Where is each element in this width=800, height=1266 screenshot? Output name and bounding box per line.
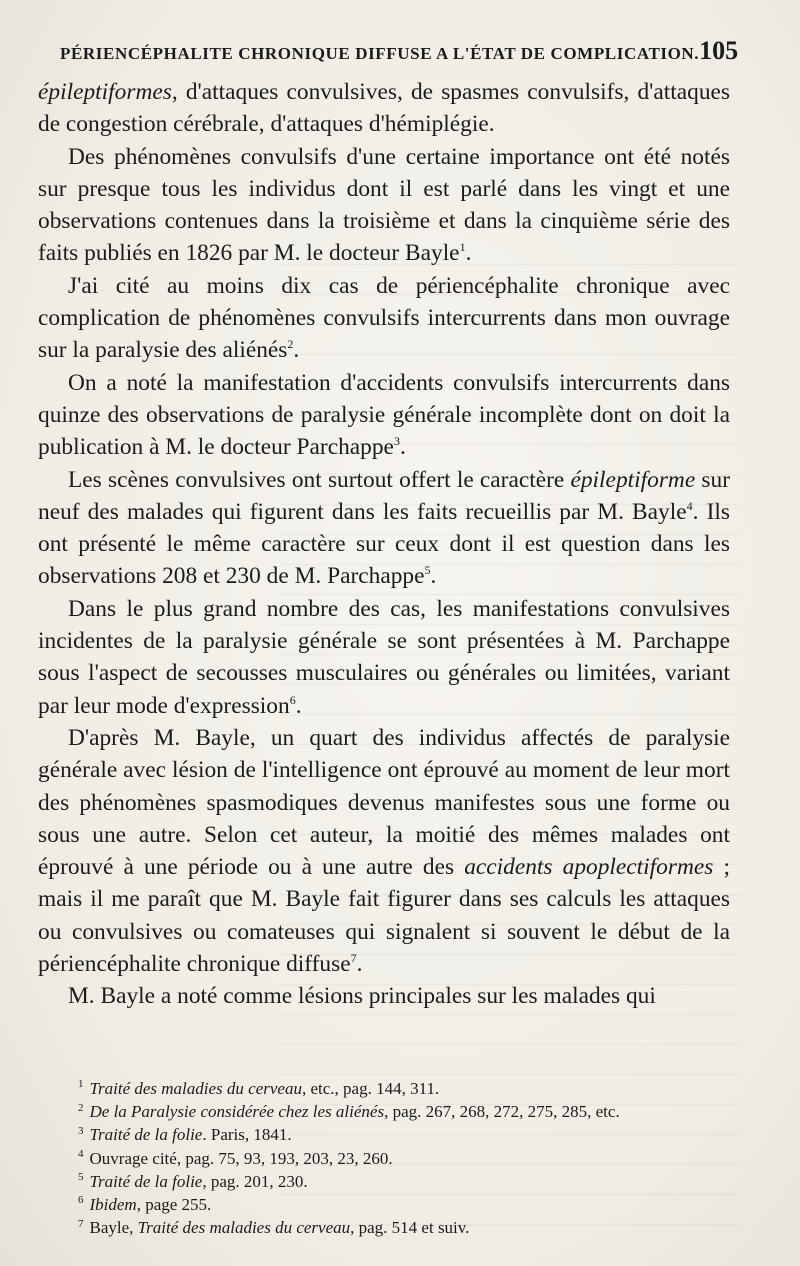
text-run: Des phénomènes convulsifs d'une certaine importance ont été notés sur presque tous les individus dont il est parlé dans les vingt et une observations contenues dans la troisième et dans la cinquième série des faits publiés en 1826 par M. le docteur Bayle xyxy=(38,143,730,267)
footnote-number: 1 xyxy=(78,1078,84,1091)
footnote-number: 4 xyxy=(78,1147,84,1160)
footnote-text: . Paris, 1841. xyxy=(202,1125,292,1145)
text-run: On a noté la manifestation d'accidents convulsifs intercurrents dans quinze des observations de paralysie générale incomplète dont on doit la publication à M. le docteur Parchappe xyxy=(38,369,730,461)
footnote xyxy=(78,1100,738,1123)
footnote xyxy=(78,1123,738,1146)
footnote-text: , pag. 514 et suiv. xyxy=(350,1218,470,1238)
text-run: J'ai cité au moins dix cas de périencéphalite chronique avec complication de phénomènes convulsifs intercurrents dans mon ouvrage sur la paralysie des aliénés xyxy=(38,272,730,364)
paragraph xyxy=(38,141,730,270)
text-run: D'après M. Bayle, un quart des individus affectés de paralysie générale avec lésion de l'intelligence ont éprouvé au moment de leur mort des phénomènes spasmodiques devenus manifestes sous une forme ou sous une autre. Selon cet auteur, la moitié des mêmes malades ont éprouvé à une période ou à une autre des xyxy=(38,724,730,881)
footnote-ref: 3 xyxy=(393,434,400,449)
italic-text: épileptiformes xyxy=(38,79,172,105)
text-run: . Ils ont présenté le même caractère sur ceux dont il est question dans les observations 208 et 230 de M. Parchappe xyxy=(38,498,730,590)
paragraph xyxy=(38,76,730,141)
paragraph xyxy=(38,270,730,367)
footnote-ref: 1 xyxy=(459,240,466,255)
footnote xyxy=(78,1077,738,1100)
footnote-ref: 5 xyxy=(424,563,431,578)
footnote-number: 5 xyxy=(78,1171,84,1184)
text-run: . xyxy=(399,434,406,461)
footnote-title: Traité de la folie xyxy=(89,1125,203,1145)
paragraph xyxy=(38,464,730,593)
footnote-title: Ibidem xyxy=(89,1195,137,1215)
paragraph xyxy=(38,593,730,722)
footnote xyxy=(78,1170,738,1193)
footnote-ref: 4 xyxy=(686,499,693,514)
text-run: Les scènes convulsives ont surtout offert le caractère xyxy=(68,466,571,493)
text-run: , d'attaques convulsives, de spasmes convulsifs, d'attaques de congestion cérébrale, d'attaques d'hémiplégie. xyxy=(38,79,730,138)
text-run: . xyxy=(293,337,300,364)
text-run: ; mais il me paraît que M. Bayle fait figurer dans ses calculs les attaques ou convulsives ou comateuses qui signalent si souvent le début de la périencéphalite chronique diffuse xyxy=(38,854,730,978)
footnote-ref: 2 xyxy=(287,337,294,352)
text-run: . xyxy=(430,563,437,590)
footnote-number: 7 xyxy=(78,1217,84,1230)
footnote-ref: 7 xyxy=(350,951,357,966)
footnote-title: Traité de la folie xyxy=(89,1171,203,1191)
italic-text: accidents apoplectiformes xyxy=(464,854,714,881)
footnote-title: Traité des maladies du cerveau xyxy=(137,1218,351,1238)
paragraph xyxy=(38,722,730,980)
footnote xyxy=(78,1193,738,1216)
footnote-number: 3 xyxy=(78,1124,84,1137)
footnote xyxy=(78,1147,738,1170)
text-run: . xyxy=(465,240,472,267)
footnote-text: , pag. 201, 230. xyxy=(202,1171,308,1191)
footnotes xyxy=(78,1077,738,1239)
footnote-ref: 6 xyxy=(289,692,296,707)
text-run: . xyxy=(356,951,363,978)
footnote-text: , page 255. xyxy=(136,1195,212,1215)
text-run: sur neuf des malades qui figurent dans les faits recueillis par M. Bayle xyxy=(38,466,731,525)
page-header xyxy=(60,30,739,65)
text-run: . xyxy=(295,692,302,719)
paragraph xyxy=(38,980,730,1012)
footnote-number: 2 xyxy=(78,1101,84,1114)
paragraph xyxy=(38,367,730,464)
footnote-text: Bayle, xyxy=(89,1218,138,1238)
running-title: PÉRIENCÉPHALITE CHRONIQUE DIFFUSE A L'ÉTAT DE COMPLICATION. xyxy=(60,44,700,63)
footnote-number: 6 xyxy=(78,1194,84,1207)
footnote-title: De la Paralysie considérée chez les aliénés xyxy=(89,1102,385,1122)
footnote-text: , pag. 267, 268, 272, 275, 285, etc. xyxy=(384,1102,620,1122)
footnote xyxy=(78,1216,738,1239)
footnote-title: Traité des maladies du cerveau xyxy=(89,1079,302,1098)
italic-text: épileptiforme xyxy=(570,466,696,493)
text-run: Dans le plus grand nombre des cas, les manifestations convulsives incidentes de la paralysie générale se sont présentées à M. Parchappe sous l'aspect de secousses musculaires ou générales ou limitées, variant par leur mode d'expression xyxy=(38,595,730,719)
footnote-text: Ouvrage cité, pag. 75, 93, 193, 203, 23, 260. xyxy=(89,1148,393,1168)
body-text xyxy=(38,76,730,1013)
footnote-text: , etc., pag. 144, 311. xyxy=(301,1079,440,1098)
text-run: M. Bayle a noté comme lésions principales sur les malades qui xyxy=(68,983,656,1010)
page-number: 105 xyxy=(699,36,739,65)
